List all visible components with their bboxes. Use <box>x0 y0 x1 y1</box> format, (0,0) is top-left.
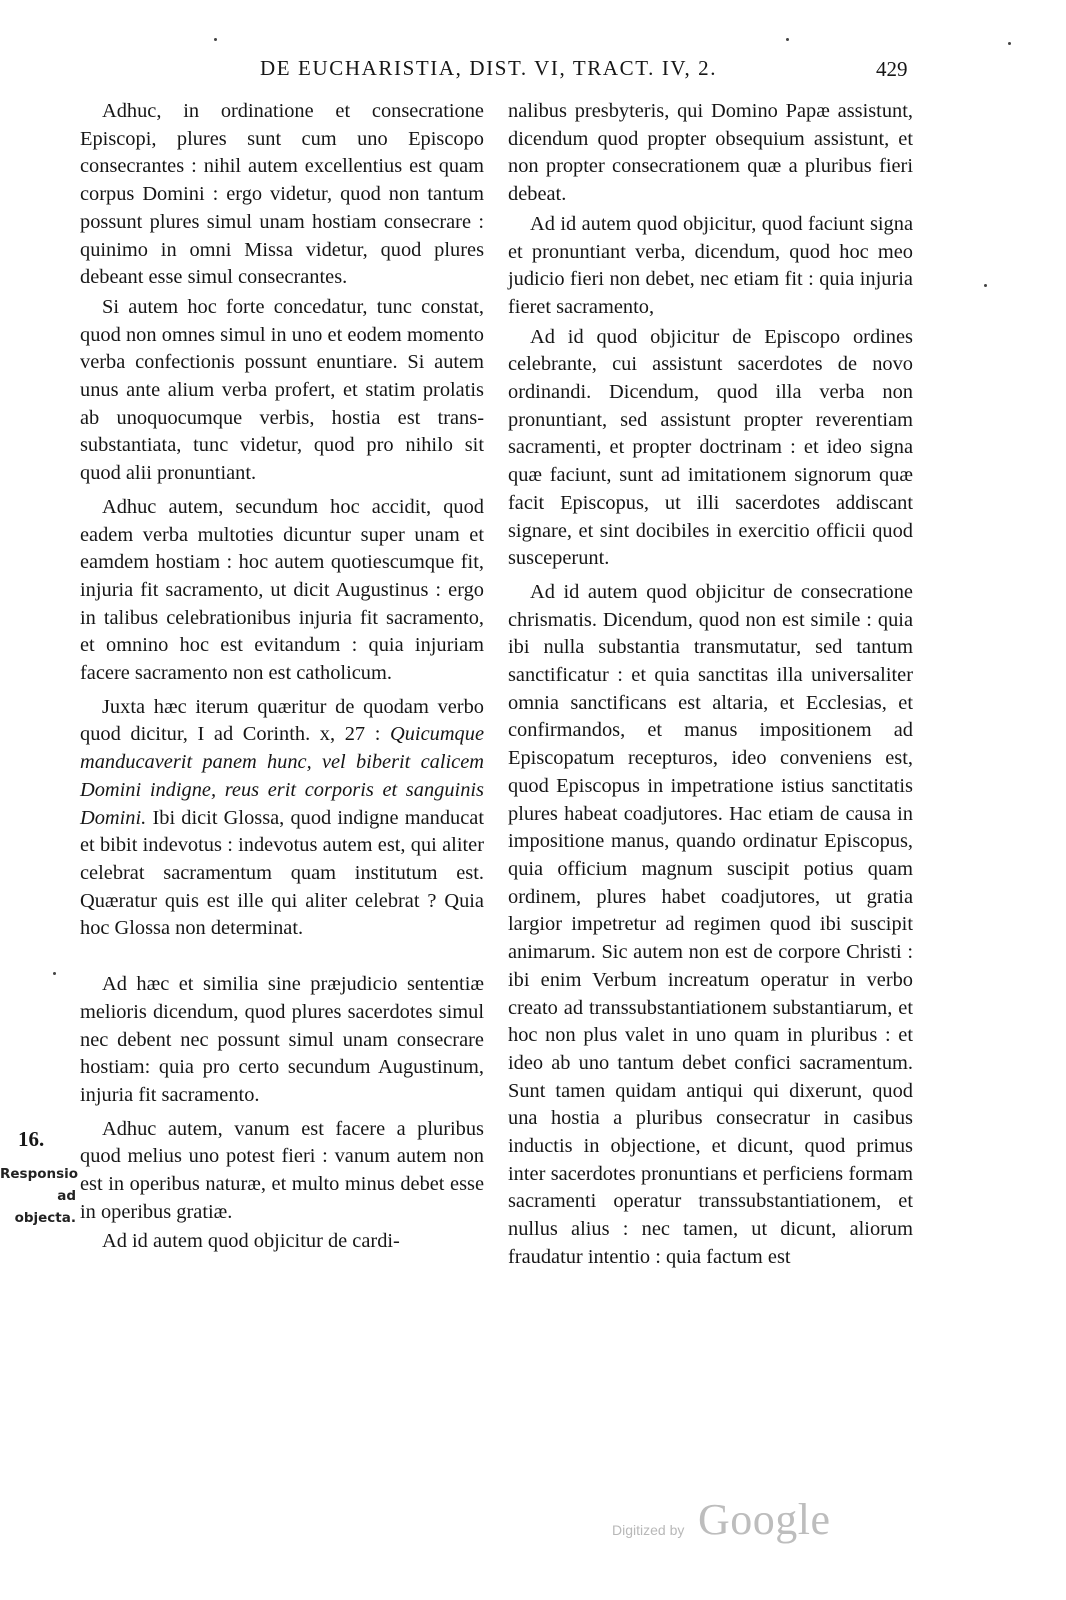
paragraph: Si autem hoc forte concedatur, tunc constat, quod non omnes simul in uno et eodem momento verba confectionis possunt enuntiare. Si autem unus ante alium verba profert, et statim prolatis ab unoquocumque verbis, hostia est transsubstantiata, tunc videtur, quod pro nihilo sit quod alii pronuntiant. <box>80 295 484 485</box>
digitized-by-label: Digitized by <box>612 1522 685 1538</box>
page-number: 429 <box>876 57 908 81</box>
scan-speck <box>53 972 56 975</box>
margin-note: Responsio ad objecta. <box>0 1166 79 1226</box>
google-logo: Google <box>698 1495 831 1544</box>
scan-speck <box>786 38 789 41</box>
section-number: 16. <box>18 1127 45 1151</box>
scan-speck <box>1008 42 1011 45</box>
paragraph: Ad id autem quod objicitur, quod faciunt signa et pronuntiant verba, dicendum, quod hoc meo judicio fieri non debet, nec etiam fit : quia injuria fieret sacramento, <box>508 212 913 318</box>
paragraph-with-quotation <box>80 694 484 943</box>
scripture-quote: Quicumque manducaverit panem hunc, vel biberit calicem Domini indigne, reus erit corporis et sanguinis Domini. <box>80 723 484 829</box>
paragraph: Ad id autem quod objicitur de cardi- <box>102 1230 400 1253</box>
right-column <box>508 98 913 1272</box>
paragraph: Adhuc autem, secundum hoc accidit, quod eadem verba multoties dicuntur super unam et eamdem hostiam : hoc autem quotiescumque fit, injuria fit sacramento, ut dicit Augustinus : ergo in talibus celebrationibus injuria fit sacramento, et omnino hoc est evitandum : quia injuriam facere sacramento non est catholicum. <box>80 495 484 685</box>
paragraph-text: Ibi dicit Glossa, quod indigne manducat et bibit indevotus : indevotus autem est, qui aliter celebrat sacramentum quam institutum est. Quæratur quis est ille qui aliter celebrat ? Quia hoc Glossa non determinat. <box>80 806 484 940</box>
paragraph-text: Juxta hæc iterum quæritur de quodam verbo quod dicitur, I ad Corinth. x, 27 : <box>80 695 484 746</box>
left-column <box>80 98 484 1256</box>
paragraph: Adhuc autem, vanum est facere a pluribus quod melius uno potest fieri : vanum autem non est in operibus naturæ, et multo minus debet esse in operibus gratiæ. <box>80 1117 484 1223</box>
paragraph: Ad id quod objicitur de Episcopo ordines celebrante, cui assistunt sacerdotes de novo ordinandi. Dicendum, quod illa verba non pronuntiant, sed assistunt propter reverentiam sacramenti, et propter doctrinam : et ideo signa quæ faciunt, sunt ad imitationem signorum quæ facit Episcopus, ut illi sacerdotes addiscant signare, et sint docibiles in exercitio officii quod susceperunt. <box>508 325 913 570</box>
paragraph: Adhuc, in ordinatione et consecratione Episcopi, plures sunt cum uno Episcopo consecrantes : nihil autem excellentius est quam corpus Domini : ergo videtur, quod non tantum possunt plures simul unam hostiam consecrare : quinimo in omni Missa videtur, quod plures debeant esse simul consecrantes. <box>80 100 484 289</box>
running-title: DE EUCHARISTIA, DIST. VI, TRACT. IV, 2. <box>260 56 718 80</box>
paragraph: Ad id autem quod objicitur de consecratione chrismatis. Dicendum, quod non est simile : quia ibi nulla substantia transmutatur, sed tantum sanctificatur : et quia sanctitas illa universaliter omnia sanctificans est altaria, et Ecclesias, et confirmandos, et manus impositionem ad Episcopatum recepturos, ideo conveniens est, quod Episcopus in impetratione istius sanctitatis plures habeat coadjutores. Hac etiam de causa in impositione manus, quando ordinatur Episcopus, quia officium magnum suscipit potius quam ordinem, plures habet coadjutores, ut gratia largior impetretur ad regimen quod ibi suscipit animarum. Sic autem non est de corpore Christi : ibi enim Verbum increatum operatur in verbo creato ad transsubstantiationem substantiarum, et hoc non plus valet in uno quam in pluribus : et ideo ab uno tantum debet confici sacramentum. Sunt tamen quidam antiqui qui dixerunt, quod una hostia a pluribus consecratur in casibus inductis in objectione, et dicunt, quod primus inter sacerdotes pronuntians et perficiens formam sacramenti operatur transsubstantiationem, et nullus alius : nec tamen, ut dicunt, aliorum fraudatur intentio : quia factum est <box>508 580 913 1268</box>
scan-speck <box>214 38 217 41</box>
paragraph: nalibus presbyteris, qui Domino Papæ assistunt, dicendum quod propter obsequium assistunt, et non propter consecrationem quæ a pluribus fieri debeat. <box>508 100 913 206</box>
scan-speck <box>984 284 987 287</box>
paragraph: Ad hæc et similia sine præjudicio sententiæ melioris dicendum, quod plures sacerdotes simul nec debent nec possunt simul unam consecrare hostiam: quia pro certo secundum Augustinum, injuria fit sacramento. <box>80 973 484 1106</box>
